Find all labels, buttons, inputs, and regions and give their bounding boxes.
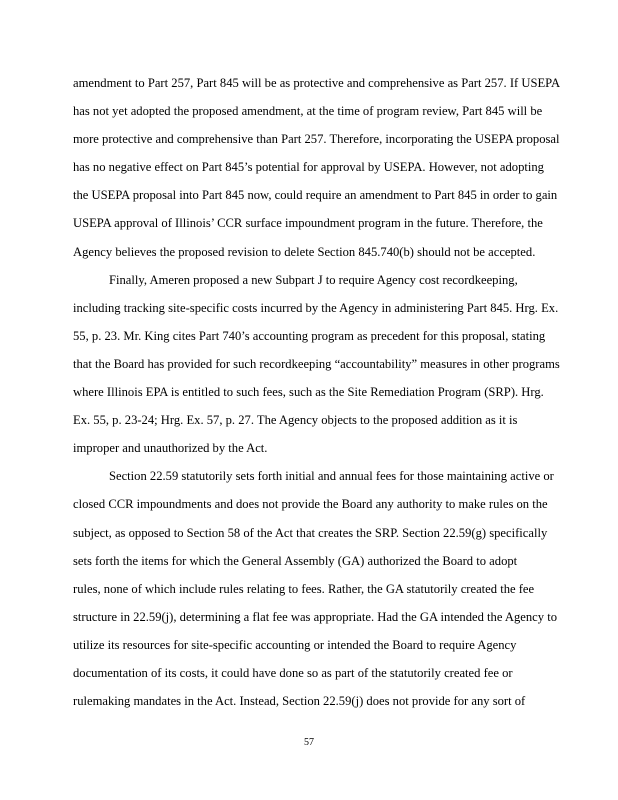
page-number: 57 <box>304 737 314 748</box>
text-line: sets forth the items for which the General Assembly (GA) authorized the Board to adopt <box>73 553 518 568</box>
text-line: the USEPA proposal into Part 845 now, could require an amendment to Part 845 in order to gain <box>73 188 558 203</box>
text-line: rules, none of which include rules relating to fees. Rather, the GA statutorily created the fee <box>73 581 535 596</box>
text-line: more protective and comprehensive than Part 257. Therefore, incorporating the USEPA proposal <box>73 132 560 147</box>
text-line: closed CCR impoundments and does not provide the Board any authority to make rules on the <box>73 497 548 512</box>
text-line: including tracking site-specific costs incurred by the Agency in administering Part 845. Hrg. Ex. <box>73 300 559 315</box>
text-line: that the Board has provided for such recordkeeping “accountability” measures in other programs <box>73 356 560 371</box>
paragraph-first-line: Section 22.59 statutorily sets forth initial and annual fees for those maintaining active or <box>109 469 554 484</box>
text-line: has not yet adopted the proposed amendment, at the time of program review, Part 845 will be <box>73 104 543 119</box>
text-line: rulemaking mandates in the Act. Instead, Section 22.59(j) does not provide for any sort of <box>73 694 526 709</box>
text-line: where Illinois EPA is entitled to such fees, such as the Site Remediation Program (SRP). Hrg. <box>73 385 544 400</box>
text-line: amendment to Part 257, Part 845 will be as protective and comprehensive as Part 257. If USEPA <box>73 76 561 90</box>
text-line: Agency believes the proposed revision to delete Section 845.740(b) should not be accepted. <box>73 244 536 259</box>
paragraph-first-line: Finally, Ameren proposed a new Subpart J to require Agency cost recordkeeping, <box>109 272 518 287</box>
body-text <box>73 69 593 715</box>
text-line: Ex. 55, p. 23-24; Hrg. Ex. 57, p. 27. The Agency objects to the proposed addition as it is <box>73 413 518 428</box>
text-line: 55, p. 23. Mr. King cites Part 740’s accounting program as precedent for this proposal, stating <box>73 328 546 343</box>
text-line: documentation of its costs, it could have done so as part of the statutorily created fee or <box>73 665 513 680</box>
text-line: USEPA approval of Illinois’ CCR surface impoundment program in the future. Therefore, the <box>73 216 543 231</box>
text-line: improper and unauthorized by the Act. <box>73 441 268 456</box>
text-line: has no negative effect on Part 845’s potential for approval by USEPA. However, not adopting <box>73 160 544 175</box>
text-line: structure in 22.59(j), determining a flat fee was appropriate. Had the GA intended the Agency to <box>73 609 558 624</box>
text-line: utilize its resources for site-specific accounting or intended the Board to require Agency <box>73 637 517 652</box>
text-line: subject, as opposed to Section 58 of the Act that creates the SRP. Section 22.59(g) specifically <box>73 525 548 540</box>
